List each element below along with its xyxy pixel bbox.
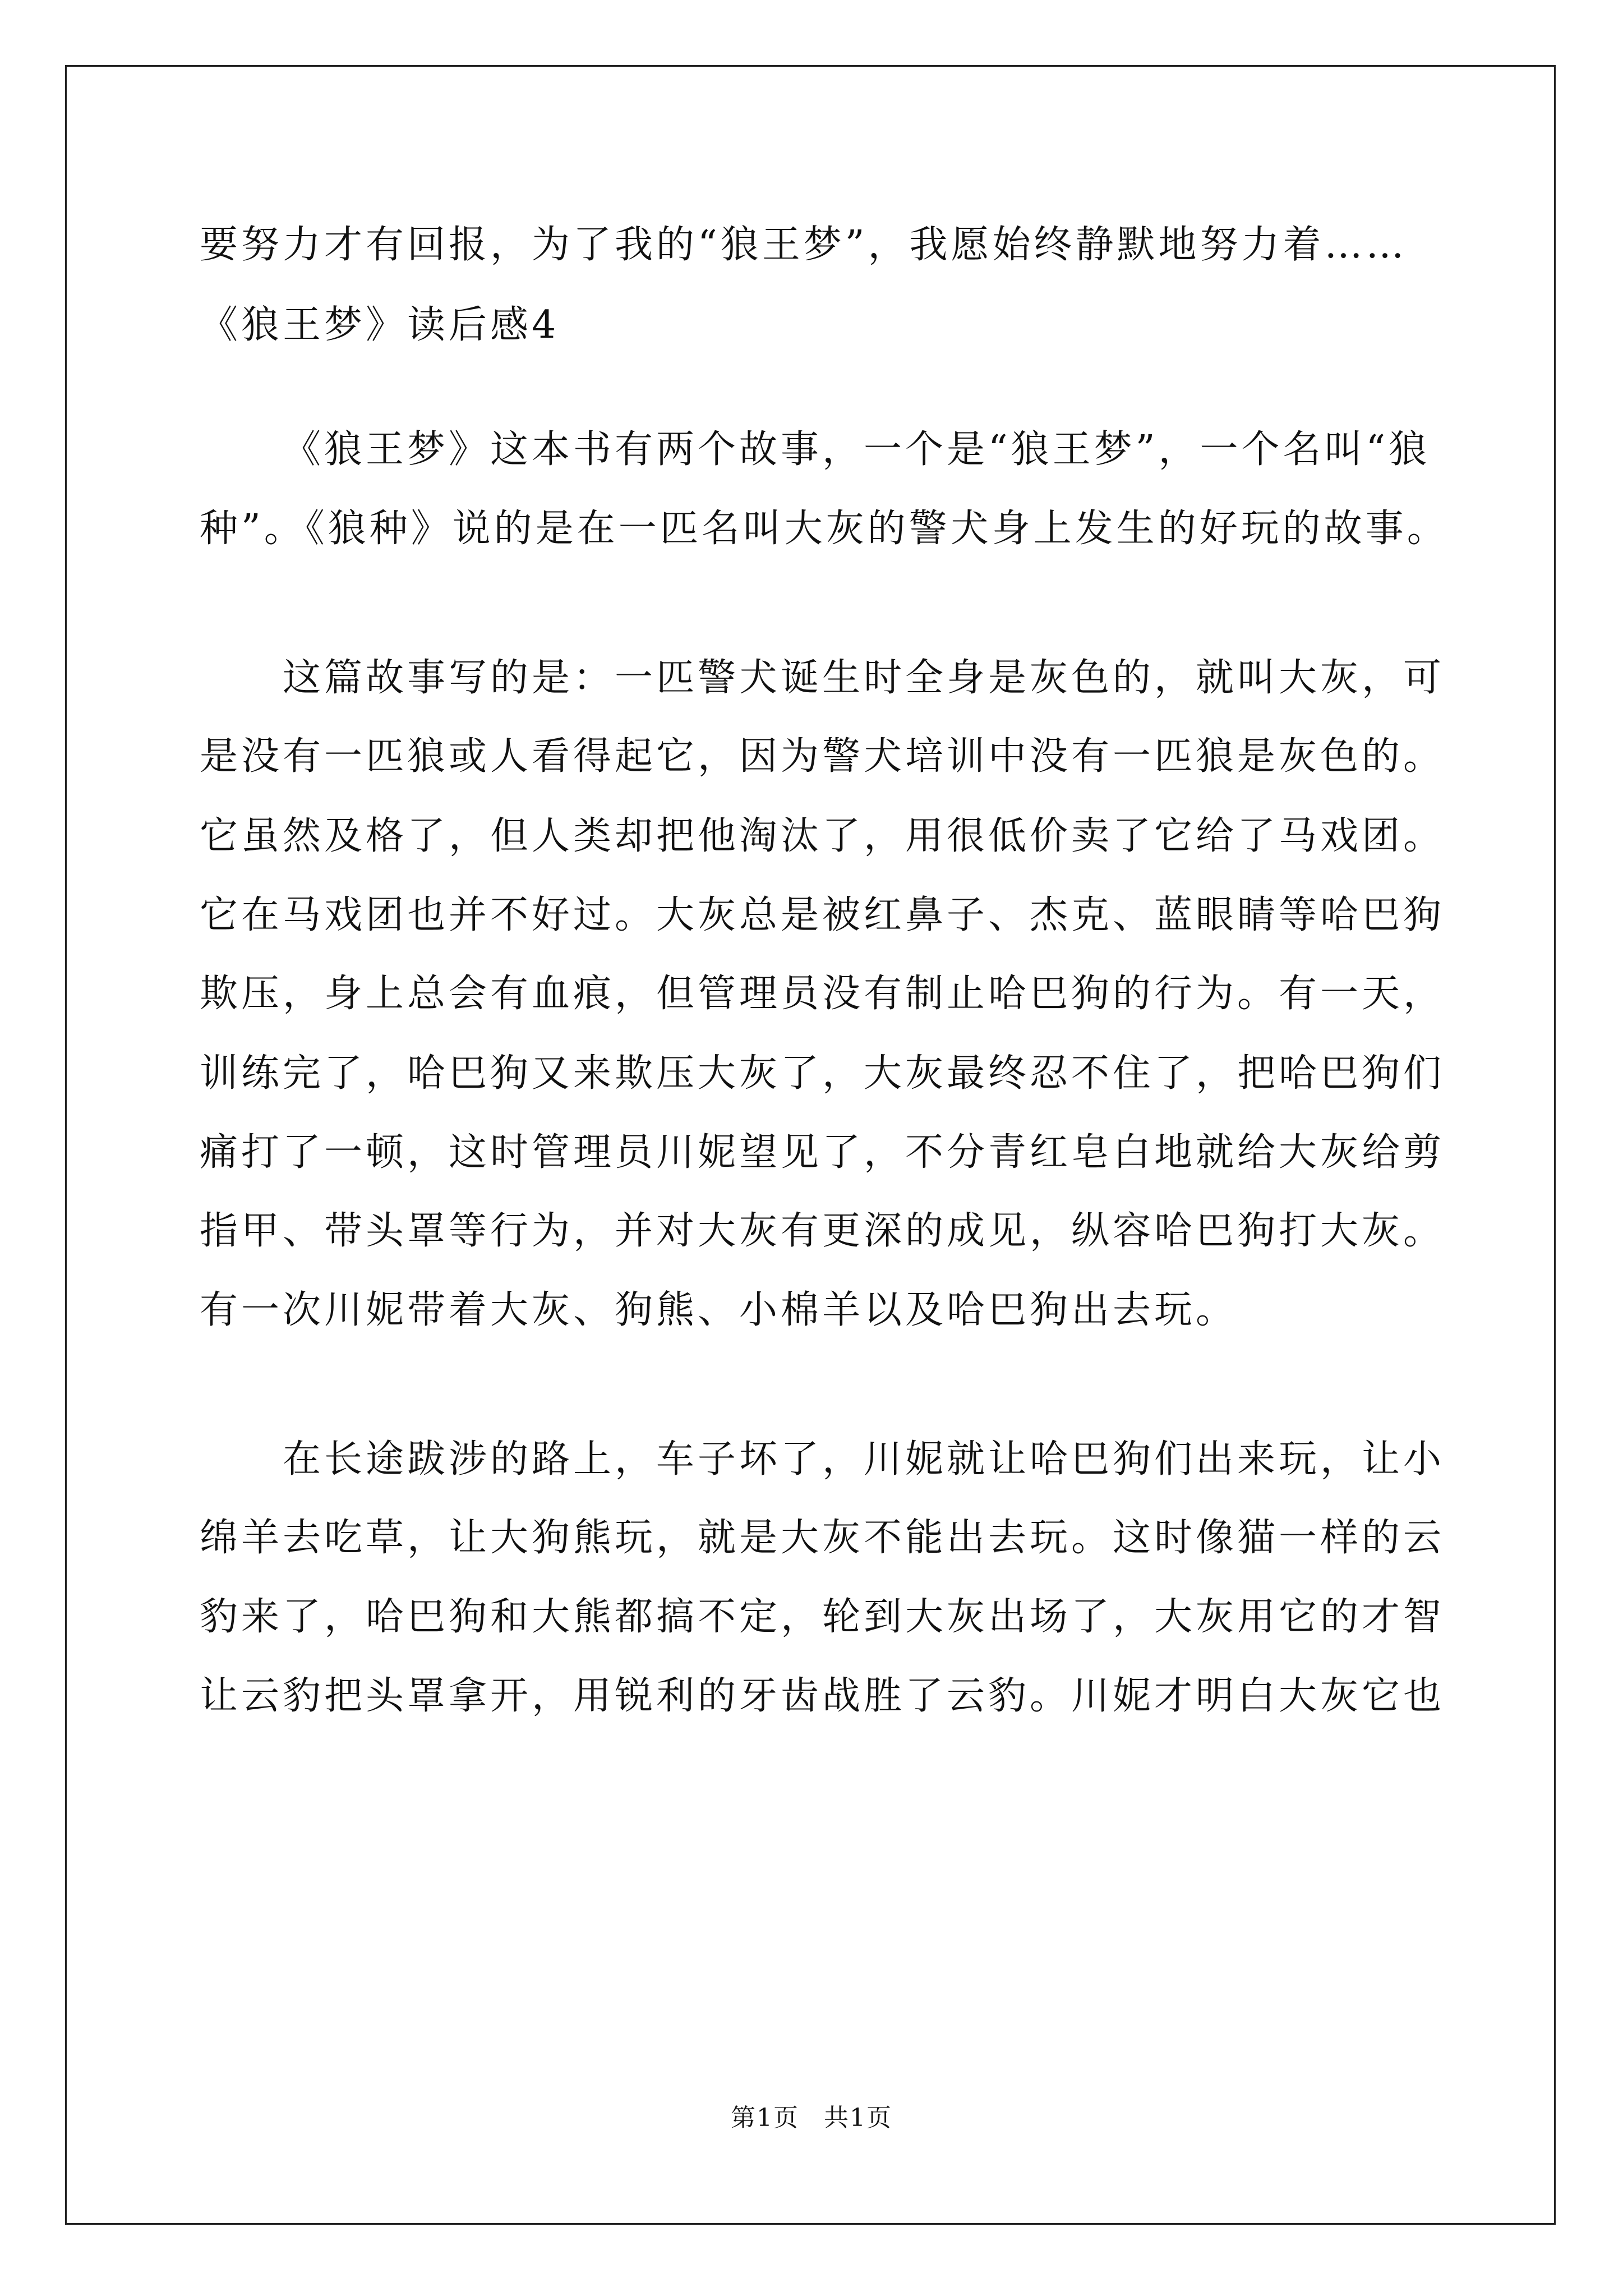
text-line: 要努力才有回报，为了我的“狼王梦”，我愿始终静默地努力着……	[200, 223, 1408, 267]
page-number: 第1页	[731, 2104, 799, 2132]
section-heading: 《狼王梦》读后感4	[200, 303, 560, 347]
text-line: 痛打了一顿，这时管理员川妮望见了，不分青红皂白地就给大灰给剪	[200, 1130, 1445, 1175]
text-line: 这篇故事写的是：一匹警犬诞生时全身是灰色的，就叫大灰，可	[283, 656, 1445, 700]
text-line: 是没有一匹狼或人看得起它，因为警犬培训中没有一匹狼是灰色的。	[200, 734, 1445, 779]
text-line: 种”。《狼种》说的是在一匹名叫大灰的警犬身上发生的好玩的故事。	[200, 507, 1449, 551]
text-line: 指甲、带头罩等行为，并对大灰有更深的成见，纵容哈巴狗打大灰。	[200, 1209, 1445, 1253]
text-line: 让云豹把头罩拿开，用锐利的牙齿战胜了云豹。川妮才明白大灰它也	[200, 1674, 1445, 1718]
text-line: 它在马戏团也并不好过。大灰总是被红鼻子、杰克、蓝眼睛等哈巴狗	[200, 893, 1445, 937]
text-line: 在长途跋涉的路上，车子坏了，川妮就让哈巴狗们出来玩，让小	[283, 1437, 1445, 1481]
text-line: 有一次川妮带着大灰、狗熊、小棉羊以及哈巴狗出去玩。	[200, 1288, 1238, 1332]
text-line: 训练完了，哈巴狗又来欺压大灰了，大灰最终忍不住了，把哈巴狗们	[200, 1051, 1445, 1096]
text-line: 绵羊去吃草，让大狗熊玩，就是大灰不能出去玩。这时像猫一样的云	[200, 1516, 1445, 1560]
text-line: 欺压，身上总会有血痕，但管理员没有制止哈巴狗的行为。有一天，	[200, 972, 1445, 1016]
text-line: 豹来了，哈巴狗和大熊都搞不定，轮到大灰出场了，大灰用它的才智	[200, 1595, 1445, 1639]
text-line: 它虽然及格了，但人类却把他淘汰了，用很低价卖了它给了马戏团。	[200, 814, 1445, 858]
page-footer	[0, 2102, 1623, 2134]
page-total: 共1页	[824, 2104, 892, 2132]
text-line: 《狼王梦》这本书有两个故事，一个是“狼王梦”，一个名叫“狼	[283, 427, 1431, 472]
